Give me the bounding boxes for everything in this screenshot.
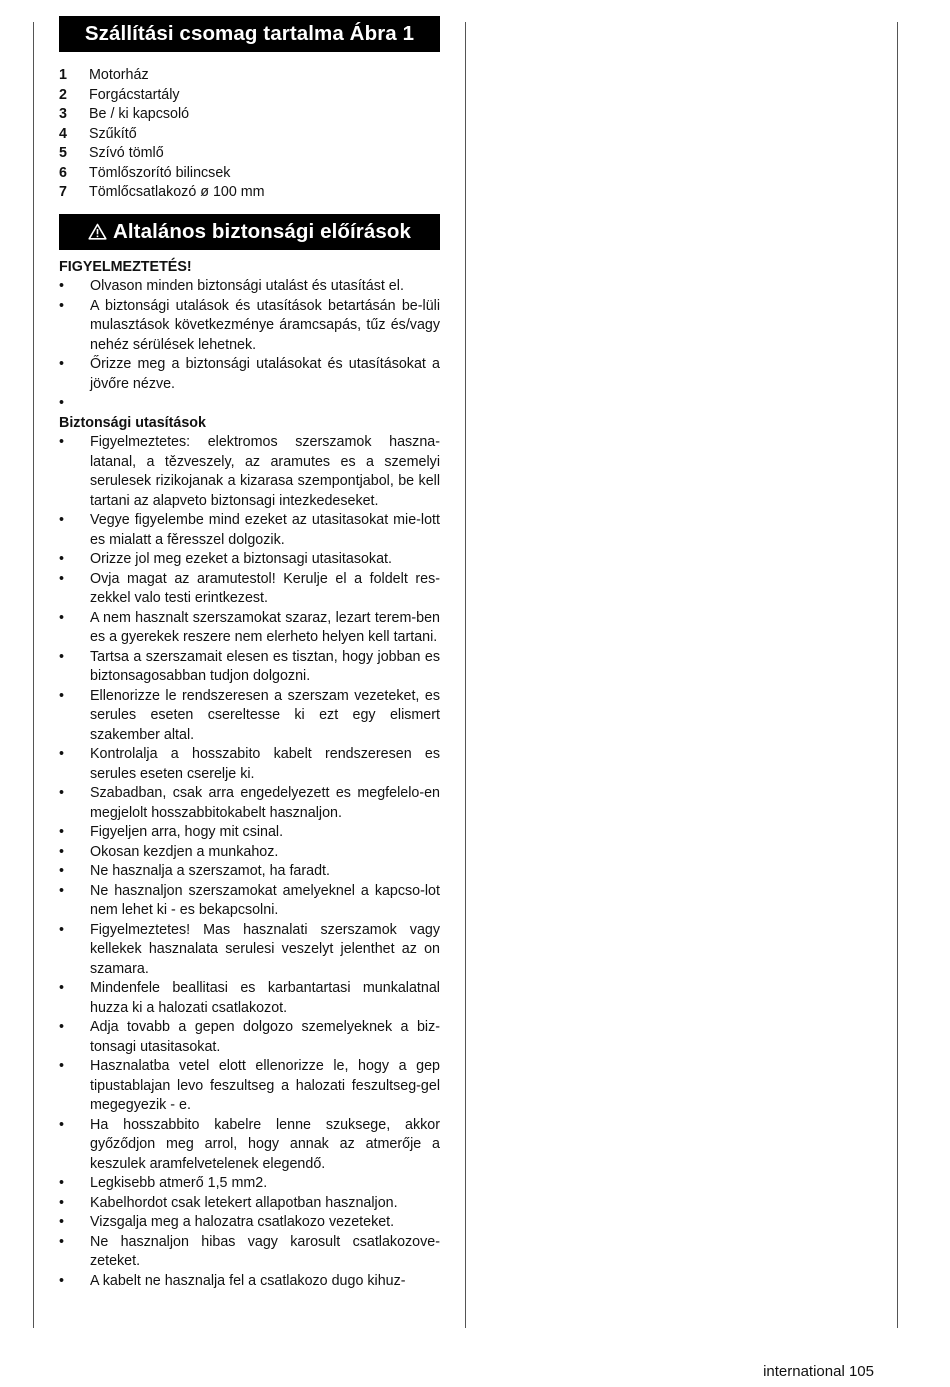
bullet-icon: • [59, 278, 65, 294]
bullet-icon: • [59, 746, 65, 762]
page-footer [763, 1363, 874, 1380]
list-item [59, 745, 440, 784]
safety-instructions-list [59, 433, 440, 1291]
list-item-text: Ellenorizze le rendszeresen a szerszam vezeteket, es serules eseten csereltesse ki ezt egy elismert szakember altal. [90, 687, 440, 743]
list-item-text: Okosan kezdjen a munkahoz. [90, 843, 279, 860]
list-item [59, 1194, 440, 1214]
parts-list-item [59, 66, 440, 86]
bullet-icon: • [59, 434, 65, 450]
list-item [59, 882, 440, 921]
bullet-icon: • [59, 863, 65, 879]
list-item-text: Szabadban, csak arra engedelyezett es megfelelo-en megjelolt hosszabbitokabelt hasznaljon. [90, 785, 440, 821]
list-item [59, 843, 440, 863]
part-label: Tömlőcsatlakozó ø 100 mm [89, 184, 265, 200]
bullet-icon: • [59, 785, 65, 801]
list-item [59, 1018, 440, 1057]
list-item-text: Ne hasznaljon hibas vagy karosult csatlakozove-zeteket. [90, 1233, 440, 1269]
part-number: 3 [59, 106, 67, 122]
list-item-text: Hasznalatba vetel elott ellenorizze le, hogy a gep tipustablajan levo feszultseg a halozati feszultseg-gel megegyezik - e. [90, 1058, 440, 1113]
bullet-icon: • [59, 687, 65, 704]
parts-list-item [59, 164, 440, 184]
list-item [59, 433, 440, 511]
part-label: Szívó tömlő [89, 145, 164, 161]
list-item [59, 784, 440, 823]
bullet-icon: • [59, 882, 65, 899]
list-item-text: Legkisebb atmerő 1,5 mm2. [90, 1175, 268, 1191]
section-heading-safety-text: Altalános biztonsági előírások [112, 219, 412, 243]
list-item [59, 570, 440, 609]
bullet-icon: • [59, 843, 65, 860]
list-item [59, 823, 440, 843]
part-label: Szűkítő [89, 125, 137, 142]
list-item-text: Kontrolalja a hosszabito kabelt rendszeresen es serules eseten cserelje ki. [90, 746, 440, 782]
parts-list-item [59, 125, 440, 145]
bullet-icon: • [59, 1019, 65, 1035]
part-number: 4 [59, 125, 67, 142]
bullet-icon: • [59, 1175, 65, 1191]
list-item [59, 550, 440, 570]
bullet-icon: • [59, 570, 65, 587]
middle-column-rule [465, 22, 466, 1328]
left-text-column [59, 16, 440, 1291]
section-heading-delivery-text: Szállítási csomag tartalma Ábra 1 [84, 22, 415, 45]
left-column-rule [33, 22, 34, 1328]
part-number: 7 [59, 184, 67, 200]
part-number: 2 [59, 86, 67, 103]
list-item [59, 1213, 440, 1233]
parts-list [59, 66, 440, 203]
bullet-icon: • [59, 921, 65, 938]
list-item-text: Ne hasznaljon szerszamokat amelyeknel a kapcso-lot nem lehet ki - es bekapcsolni. [90, 882, 440, 918]
part-number: 1 [59, 67, 67, 83]
warning-triangle-icon [88, 223, 107, 240]
list-item [59, 394, 440, 414]
list-item [59, 1233, 440, 1272]
list-item [59, 277, 440, 297]
bullet-icon: • [59, 395, 65, 411]
parts-list-item [59, 105, 440, 125]
list-item [59, 1174, 440, 1194]
right-column-rule [897, 22, 898, 1328]
bullet-icon: • [59, 512, 65, 528]
list-item-text: Vizsgalja meg a halozatra csatlakozo vezeteket. [90, 1214, 395, 1230]
bullet-icon: • [59, 356, 65, 372]
part-label: Tömlőszorító bilincsek [89, 164, 231, 181]
list-item [59, 511, 440, 550]
bullet-icon: • [59, 824, 65, 840]
list-item [59, 355, 440, 394]
warning-label: FIGYELMEZTETÉS! [59, 258, 192, 275]
list-item-text: Orizze jol meg ezeket a biztonsagi utasitasokat. [90, 551, 392, 567]
list-item-text: Tartsa a szerszamait elesen es tisztan, hogy jobban es biztonsagosabban tudjon dolgozni. [90, 648, 440, 684]
bullet-icon: • [59, 609, 65, 626]
bullet-icon: • [59, 1116, 65, 1133]
list-item [59, 1116, 440, 1175]
footer-label: international [763, 1363, 845, 1380]
list-item [59, 862, 440, 882]
parts-list-item [59, 144, 440, 164]
part-label: Forgácstartály [89, 86, 180, 103]
list-item-text: Figyelmeztetes: elektromos szerszamok haszna-latanal, a tězveszely, az aramutes es a szemelyi serulesek rizikojanak a kizarasa szempontjabol, be kell tartani az alapveto biztonsagi intezkedeseket. [90, 434, 440, 509]
page-number: 105 [848, 1363, 874, 1380]
bullet-icon: • [59, 1194, 65, 1211]
list-item-text: Vegye figyelembe mind ezeket az utasitasokat mie-lott es mialatt a fěresszel dolgozik. [90, 512, 440, 548]
safety-instructions-label: Biztonsági utasítások [59, 414, 206, 431]
part-label: Motorház [89, 67, 149, 83]
bullet-icon: • [59, 1058, 65, 1074]
list-item [59, 979, 440, 1018]
list-item [59, 609, 440, 648]
list-item-text: Ne hasznalja a szerszamot, ha faradt. [90, 863, 330, 879]
list-item-text: Kabelhordot csak letekert allapotban hasznaljon. [90, 1194, 398, 1211]
list-item [59, 1272, 440, 1292]
list-item [59, 921, 440, 980]
bullet-icon: • [59, 1272, 65, 1289]
list-item-text: Figyeljen arra, hogy mit csinal. [90, 824, 284, 840]
list-item-text: Olvason minden biztonsági utalást és utasítást el. [90, 278, 404, 294]
list-item-text: Ovja magat az aramutestol! Kerulje el a foldelt res-zekkel valo testi erintkezest. [90, 570, 440, 606]
bullet-icon: • [59, 980, 65, 996]
list-item-text: Adja tovabb a gepen dolgozo szemelyeknek a biz-tonsagi utasitasokat. [90, 1019, 440, 1055]
list-item-text [90, 394, 440, 414]
list-item-text: A nem hasznalt szerszamokat szaraz, lezart terem-ben es a gyerekek reszere nem elerheto helyen kell tartani. [90, 609, 440, 645]
warning-list [59, 277, 440, 414]
part-number: 5 [59, 145, 67, 161]
list-item-text: A kabelt ne hasznalja fel a csatlakozo dugo kihuz- [90, 1272, 406, 1289]
parts-list-item [59, 183, 440, 203]
list-item-text: Őrizze meg a biztonsági utalásokat és utasításokat a jövőre nézve. [90, 356, 440, 392]
part-number: 6 [59, 164, 67, 181]
list-item [59, 1057, 440, 1116]
list-item-text: Figyelmeztetes! Mas hasznalati szerszamok vagy kellekek hasznalata serulesi veszelyt jelenthet az on szamara. [90, 921, 440, 977]
list-item-text: Ha hosszabbito kabelre lenne szuksege, akkor győződjon meg arrol, hogy annak az atmerője a keszulek aramfelvetelenek elegendő. [90, 1116, 440, 1172]
parts-list-item [59, 86, 440, 106]
list-item-text: Mindenfele beallitasi es karbantartasi munkalatnal huzza ki a halozati csatlakozot. [90, 980, 440, 1016]
bullet-icon: • [59, 1233, 65, 1250]
list-item [59, 297, 440, 356]
safety-body [59, 258, 440, 1292]
list-item-text: A biztonsági utalások és utasítások betartásán be-lüli mulasztások következménye áramcsapás, tűz és/vagy nehéz sérülések lehetnek. [90, 297, 440, 353]
section-heading-safety [59, 214, 440, 250]
bullet-icon: • [59, 551, 65, 567]
list-item [59, 687, 440, 746]
part-label: Be / ki kapcsoló [89, 106, 190, 122]
bullet-icon: • [59, 297, 65, 314]
section-heading-delivery [59, 16, 440, 52]
bullet-icon: • [59, 648, 65, 665]
list-item [59, 648, 440, 687]
bullet-icon: • [59, 1214, 65, 1230]
